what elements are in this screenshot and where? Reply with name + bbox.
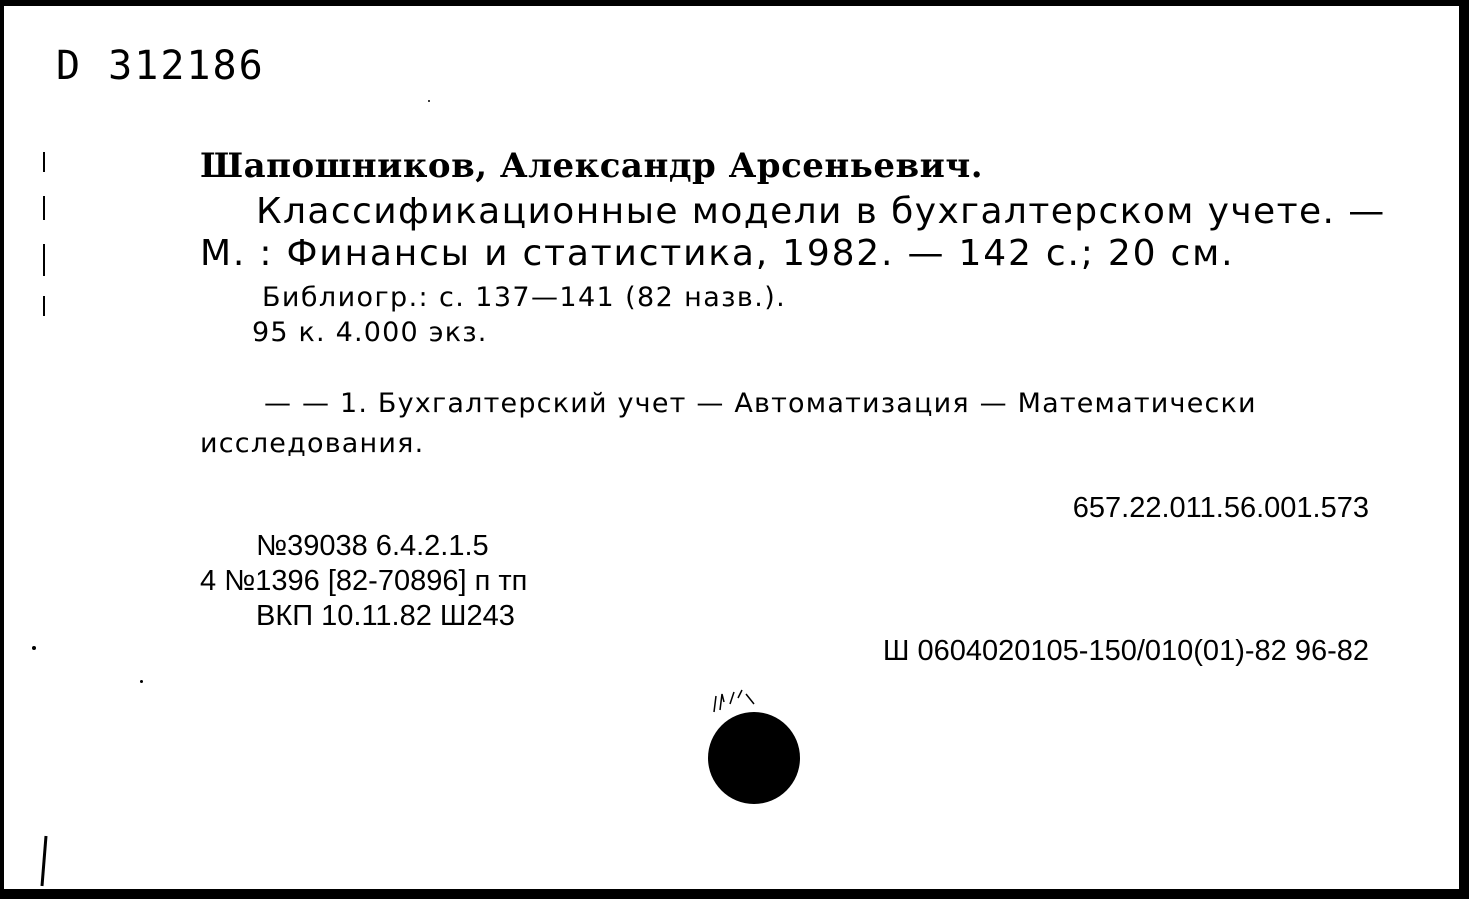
punch-hole: [708, 712, 800, 804]
scan-edge-bottom: [0, 889, 1469, 899]
subject-line-2: исследования.: [200, 428, 425, 459]
registry-number-2: 4 №1396 [82-70896] п тп: [200, 565, 528, 597]
card-code: D 312186: [56, 43, 265, 89]
index-code: Ш 0604020105-150/010(01)-82 96-82: [882, 635, 1369, 667]
registry-number-3: ВКП 10.11.82 Ш243: [256, 600, 515, 632]
stamp-scribble-icon: [708, 684, 768, 714]
scan-edge-right: [1459, 0, 1469, 899]
title-line-1: Классификационные модели в бухгалтерском учете. —: [256, 191, 1386, 232]
speck: [428, 100, 430, 102]
author: Шапошников, Александр Арсеньевич.: [200, 146, 984, 186]
subject-line-1: — — 1. Бухгалтерский учет — Автоматизация — Математически: [264, 388, 1257, 419]
udc-code: 657.22.011.56.001.573: [1072, 492, 1369, 524]
registry-number-1: №39038 6.4.2.1.5: [256, 530, 489, 562]
bibliography: Библиогр.: с. 137—141 (82 назв.).: [262, 282, 787, 313]
margin-marks: [34, 136, 54, 890]
speck: [140, 680, 143, 683]
title-line-2: М. : Финансы и статистика, 1982. — 142 с.; 20 см.: [200, 233, 1235, 274]
price-copies: 95 к. 4.000 экз.: [252, 317, 488, 348]
catalog-card: [4, 6, 1459, 890]
speck: [32, 646, 36, 650]
